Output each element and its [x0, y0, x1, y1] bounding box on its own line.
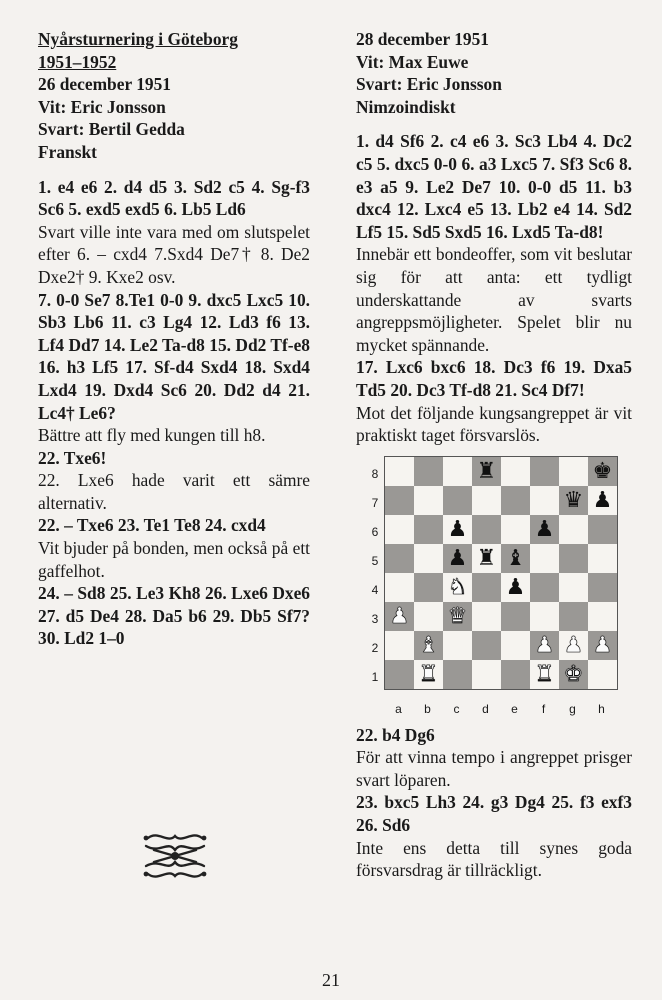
game2-opening: Nimzoindiskt [356, 96, 456, 117]
board-square [414, 457, 443, 486]
board-square [385, 660, 414, 689]
board-square [414, 573, 443, 602]
board-square [414, 515, 443, 544]
rank-label: 6 [371, 524, 379, 539]
file-label: f [541, 701, 546, 716]
board-square [414, 602, 443, 631]
black-bishop-icon: ♝ [501, 544, 530, 573]
board-square [501, 486, 530, 515]
board-square [559, 457, 588, 486]
board-square [414, 544, 443, 573]
board-square [472, 573, 501, 602]
board-square [443, 660, 472, 689]
white-pawn-icon: ♟ [530, 631, 559, 660]
board-square [559, 573, 588, 602]
board-square [472, 515, 501, 544]
game2-moves: 1. d4 Sf6 2. c4 e6 3. Sc3 Lb4 4. Dc2 c5 5. dxc5 0-0 6. a3 Lxc5 7. Sf3 Sc6 8. e3 a5 9. Le2 De7 10. 0-0 d5 11. b3 dxc4 12. Lxc4 e5 13. Lb2 e4 14. Sd2 Lf5 15. Sd5 Sxd5 16. Lxd5 Ta-d8! [356, 131, 632, 242]
game1-moves: 22. – Txe6 23. Te1 Te8 24. cxd4 [38, 515, 266, 536]
board-square [385, 631, 414, 660]
board-square [385, 457, 414, 486]
game2-white: Vit: Max Euwe [356, 51, 469, 72]
white-rook-icon: ♜ [530, 660, 559, 689]
black-pawn-icon: ♟ [530, 515, 559, 544]
board-square [501, 631, 530, 660]
white-king-icon: ♚ [559, 660, 588, 689]
file-label: e [511, 701, 518, 716]
game1-comment: 22. Lxe6 hade varit ett sämre alternativ. [38, 470, 310, 513]
board-square [559, 515, 588, 544]
board-square [530, 602, 559, 631]
board-square [443, 457, 472, 486]
rank-label: 8 [371, 466, 379, 481]
board-square [472, 660, 501, 689]
game1-moves: 7. 0-0 Se7 8.Te1 0-0 9. dxc5 Lxc5 10. Sb3 Lb6 11. c3 Lg4 12. Ld3 f6 13. Lf4 Dd7 14. Le2 Ta-d8 15. Dd2 Tf-e8 16. h3 Lf5 17. Sf-d4 Sxd4 18. Sxd4 Lxd4 19. Dxd4 Sc6 20. Dd2 d4 21. Lc4† Le6? [38, 289, 310, 423]
black-rook-icon: ♜ [472, 544, 501, 573]
rank-label: 7 [371, 495, 379, 510]
board-square [385, 544, 414, 573]
game1-comment: Svart ville inte vara med om slutspelet efter 6. – cxd4 7.Sxd4 De7† 8. De2 Dxe2† 9. Kxe2 osv. [38, 221, 310, 287]
white-queen-icon: ♛ [443, 602, 472, 631]
file-label: c [453, 701, 460, 716]
black-rook-icon: ♜ [472, 457, 501, 486]
game1-comment: Vit bjuder på bonden, men också på ett gaffelhot. [38, 538, 310, 581]
black-pawn-icon: ♟ [443, 515, 472, 544]
board-square [559, 602, 588, 631]
game1-moves: 1. e4 e6 2. d4 d5 3. Sd2 c5 4. Sg-f3 Sc6 5. exd5 exd5 6. Lb5 Ld6 [38, 176, 310, 220]
board-square [472, 602, 501, 631]
board-square [472, 631, 501, 660]
board-square [588, 660, 617, 689]
board-square [530, 573, 559, 602]
game1-date: 26 december 1951 [38, 74, 171, 95]
board-square [414, 486, 443, 515]
board-square [530, 544, 559, 573]
file-label: h [598, 701, 605, 716]
file-label: g [569, 701, 576, 716]
game1-white: Vit: Eric Jonsson [38, 96, 166, 117]
board-square [385, 573, 414, 602]
game1-comment: Bättre att fly med kungen till h8. [38, 425, 266, 446]
game1-black: Svart: Bertil Gedda [38, 119, 185, 140]
board-square [501, 602, 530, 631]
game2-moves: 22. b4 Dg6 [356, 724, 435, 745]
game1-moves: 24. – Sd8 25. Le3 Kh8 26. Lxe6 Dxe6 27. d5 De4 28. Da5 b6 29. Db5 Sf7? 30. Ld2 1–0 [38, 583, 310, 649]
game1-opening: Franskt [38, 141, 97, 162]
spacer [356, 118, 632, 130]
rank-label: 5 [371, 553, 379, 568]
board-square [588, 602, 617, 631]
board-square [588, 544, 617, 573]
right-column [356, 28, 632, 882]
white-pawn-icon: ♟ [385, 602, 414, 631]
game2-date: 28 december 1951 [356, 29, 489, 49]
white-pawn-icon: ♟ [588, 631, 617, 660]
board-square [385, 515, 414, 544]
rank-label: 2 [371, 640, 379, 655]
chess-diagram [356, 452, 632, 722]
game2-comment: För att vinna tempo i angreppet prisger svart löparen. [356, 747, 632, 790]
game2-comment: Innebär ett bondeoffer, som vit beslutar sig för att anta: ett tydligt underskattande av svarts angreppsmöjligheter. Spelet blir nu mycket spännande. [356, 244, 632, 355]
board-square [530, 486, 559, 515]
board-square [559, 544, 588, 573]
white-pawn-icon: ♟ [559, 631, 588, 660]
page-number: 21 [322, 970, 340, 990]
file-label: a [395, 701, 402, 716]
left-column [38, 28, 310, 650]
black-pawn-icon: ♟ [501, 573, 530, 602]
black-queen-icon: ♛ [559, 486, 588, 515]
board-square [443, 631, 472, 660]
board-square [588, 573, 617, 602]
game1-moves: 22. Txe6! [38, 447, 107, 468]
file-labels [384, 698, 616, 721]
tournament-title: Nyårsturnering i Göteborg [38, 29, 238, 49]
game2-black: Svart: Eric Jonsson [356, 74, 502, 95]
game2-comment: Inte ens detta till synes goda försvarsdrag är tillräckligt. [356, 837, 632, 881]
black-king-icon: ♚ [588, 457, 617, 486]
white-knight-icon: ♞ [443, 573, 472, 602]
board-square [501, 660, 530, 689]
spacer [38, 164, 310, 176]
board-square [472, 486, 501, 515]
board-square [443, 486, 472, 515]
chess-board [384, 456, 618, 690]
file-label: b [424, 701, 431, 716]
game2-comment: Mot det följande kungsangreppet är vit praktiskt taget försvarslös. [356, 402, 632, 446]
white-bishop-icon: ♝ [414, 631, 443, 660]
board-square [385, 486, 414, 515]
black-pawn-icon: ♟ [443, 544, 472, 573]
game2-moves: 23. bxc5 Lh3 24. g3 Dg4 25. f3 exf3 26. Sd6 [356, 792, 632, 836]
file-label: d [482, 701, 489, 716]
board-square [501, 515, 530, 544]
tournament-years: 1951–1952 [38, 51, 117, 72]
ornament-icon [140, 828, 210, 884]
board-square [530, 457, 559, 486]
board-square [501, 457, 530, 486]
board-square [588, 515, 617, 544]
white-rook-icon: ♜ [414, 660, 443, 689]
black-pawn-icon: ♟ [588, 486, 617, 515]
rank-label: 3 [371, 611, 379, 626]
rank-label: 1 [371, 669, 379, 684]
game2-moves: 17. Lxc6 bxc6 18. Dc3 f6 19. Dxa5 Td5 20. Dc3 Tf-d8 21. Sc4 Df7! [356, 357, 632, 400]
rank-label: 4 [371, 582, 379, 597]
